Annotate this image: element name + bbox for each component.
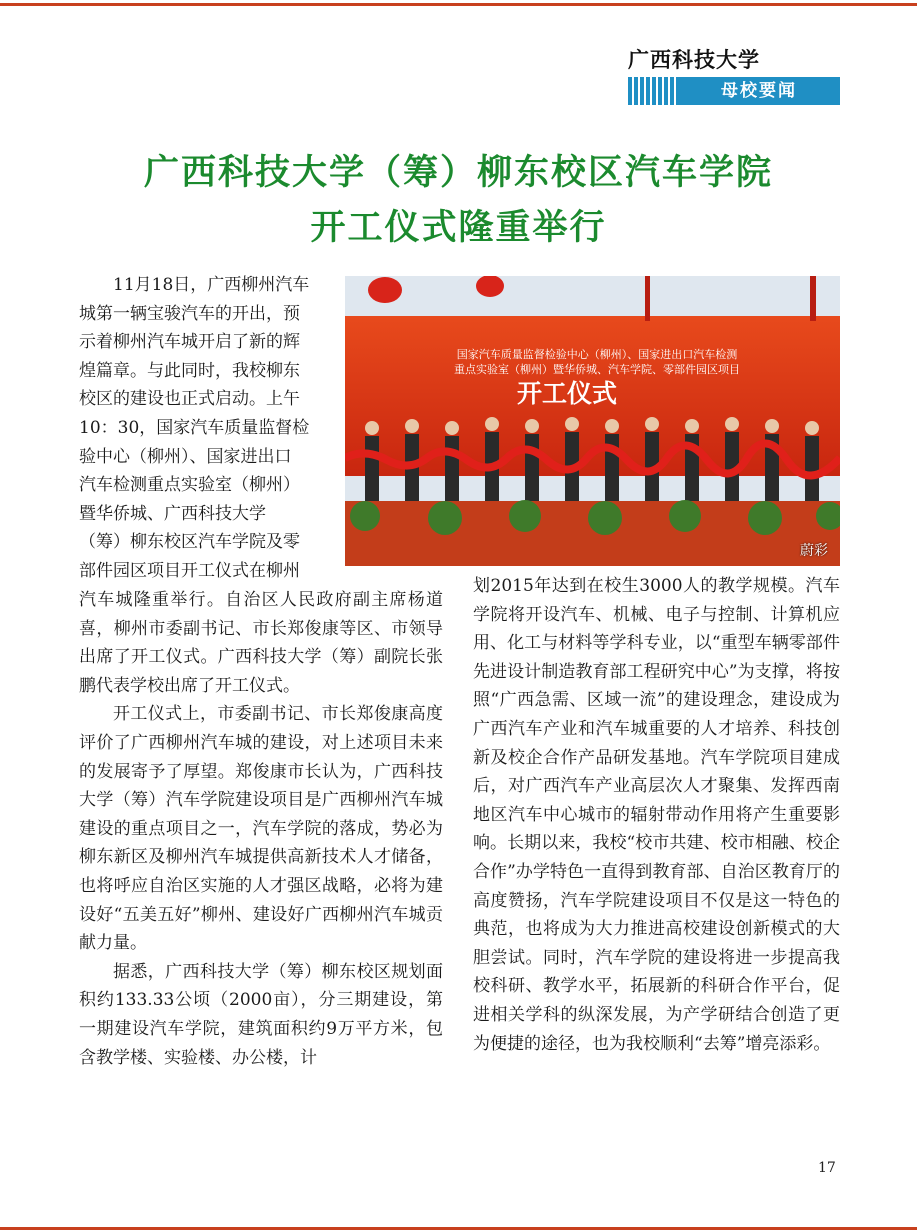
page-number: 17 xyxy=(818,1160,836,1176)
banner-title: 开工仪式 xyxy=(516,379,618,408)
lead-line: 校区的建设也正式启动。上午 xyxy=(79,389,300,410)
bottom-rule xyxy=(0,1227,917,1230)
masthead-section-label: 母校要闻 xyxy=(678,77,840,105)
lead-line: 部件园区项目开工仪式在柳州 xyxy=(79,560,300,581)
paragraph-1-continued: 汽车城隆重举行。自治区人民政府副主席杨道喜，柳州市委副书记、市长郑俊康等区、市领导出席了开工仪式。广西科技大学（筹）副院长张鹏代表学校出席了开工仪式。 xyxy=(79,590,443,696)
headline-line-1: 广西科技大学（筹）柳东校区汽车学院 xyxy=(143,152,773,193)
paragraph-3-continued: 划2015年达到在校生3000人的教学规模。汽车学院将开设汽车、机械、电子与控制、计算机应用、化工与材料等学科专业，以“重型车辆零部件先进设计制造教育部工程研究中心”为支撑，将按照“广西急需、区域一流”的建设理念，建设成为广西汽车产业和汽车城重要的人才培养、科技创新及校企合作产品研发基地。汽车学院项目建成后，对广西汽车产业高层次人才聚集、发挥西南地区汽车中心城市的辐射带动作用将产生重要影响。长期以来，我校“校市共建、校市相融、校企合作”办学特色一直得到教育部、自治区教育厅的高度赞扬，汽车学院建设项目不仅是这一特色的典范，也将成为大力推进高校建设创新模式的大胆尝试。同时，汽车学院的建设将进一步提高我校科研、教学水平，拓展新的科研合作平台，促进相关学科的纵深发展，为产学研结合创造了更为便捷的途径，也为我校顺利“去筹”增亮添彩。 xyxy=(473,576,840,1054)
lead-paragraph-lines xyxy=(79,271,337,586)
banner-line-2: 重点实验室（柳州）暨华侨城、汽车学院、零部件园区项目 xyxy=(454,363,740,376)
lead-line: 煌篇章。与此同时，我校柳东 xyxy=(79,360,300,381)
paragraph-2: 开工仪式上，市委副书记、市长郑俊康高度评价了广西柳州汽车城的建设，对上述项目未来的发展寄予了厚望。郑俊康市长认为，广西科技大学（筹）汽车学院建设项目是广西柳州汽车城建设的重点项目之一，汽车学院的落成，势必为柳东新区及柳州汽车城提供高新技术人才储备，也将呼应自治区实施的人才强区战略，必将为建设好“五美五好”柳州、建设好广西柳州汽车城贡献力量。 xyxy=(79,704,443,954)
photo-credit: 蔚彩 xyxy=(800,543,828,559)
right-column xyxy=(473,572,840,1058)
banner-line-1: 国家汽车质量监督检验中心（柳州）、国家进出口汽车检测 xyxy=(456,348,738,361)
paragraph-3: 据悉，广西科技大学（筹）柳东校区规划面积约133.33公顷（2000亩），分三期建设，第一期建设汽车学院，建筑面积约9万平方米，包含教学楼、实验楼、办公楼，计 xyxy=(79,961,443,1068)
lead-line: 汽车检测重点实验室（柳州） xyxy=(79,475,300,496)
lantern-mid xyxy=(476,276,504,297)
lead-line: 暨华侨城、广西科技大学 xyxy=(79,503,266,524)
lead-line: 验中心（柳州）、国家进出口 xyxy=(79,446,292,467)
masthead-university: 广西科技大学 xyxy=(628,47,760,72)
ceremony-photo xyxy=(345,276,840,566)
lead-line: 10：30，国家汽车质量监督检 xyxy=(79,417,310,438)
stripe-decoration xyxy=(628,77,678,105)
lead-line: （筹）柳东校区汽车学院及零 xyxy=(79,532,300,553)
masthead-section-band xyxy=(628,77,840,105)
lead-line: 11月18日，广西柳州汽车 xyxy=(113,275,310,295)
lead-line: 城第一辆宝骏汽车的开出，预 xyxy=(79,303,300,324)
lead-line: 示着柳州汽车城开启了新的辉 xyxy=(79,332,300,353)
lantern-left xyxy=(368,277,402,303)
ceremony-photo-illustration xyxy=(345,276,840,566)
headline-line-2: 开工仪式隆重举行 xyxy=(310,207,607,248)
top-rule xyxy=(0,3,917,6)
left-column-top xyxy=(79,271,337,586)
left-column-bottom xyxy=(79,586,443,1072)
